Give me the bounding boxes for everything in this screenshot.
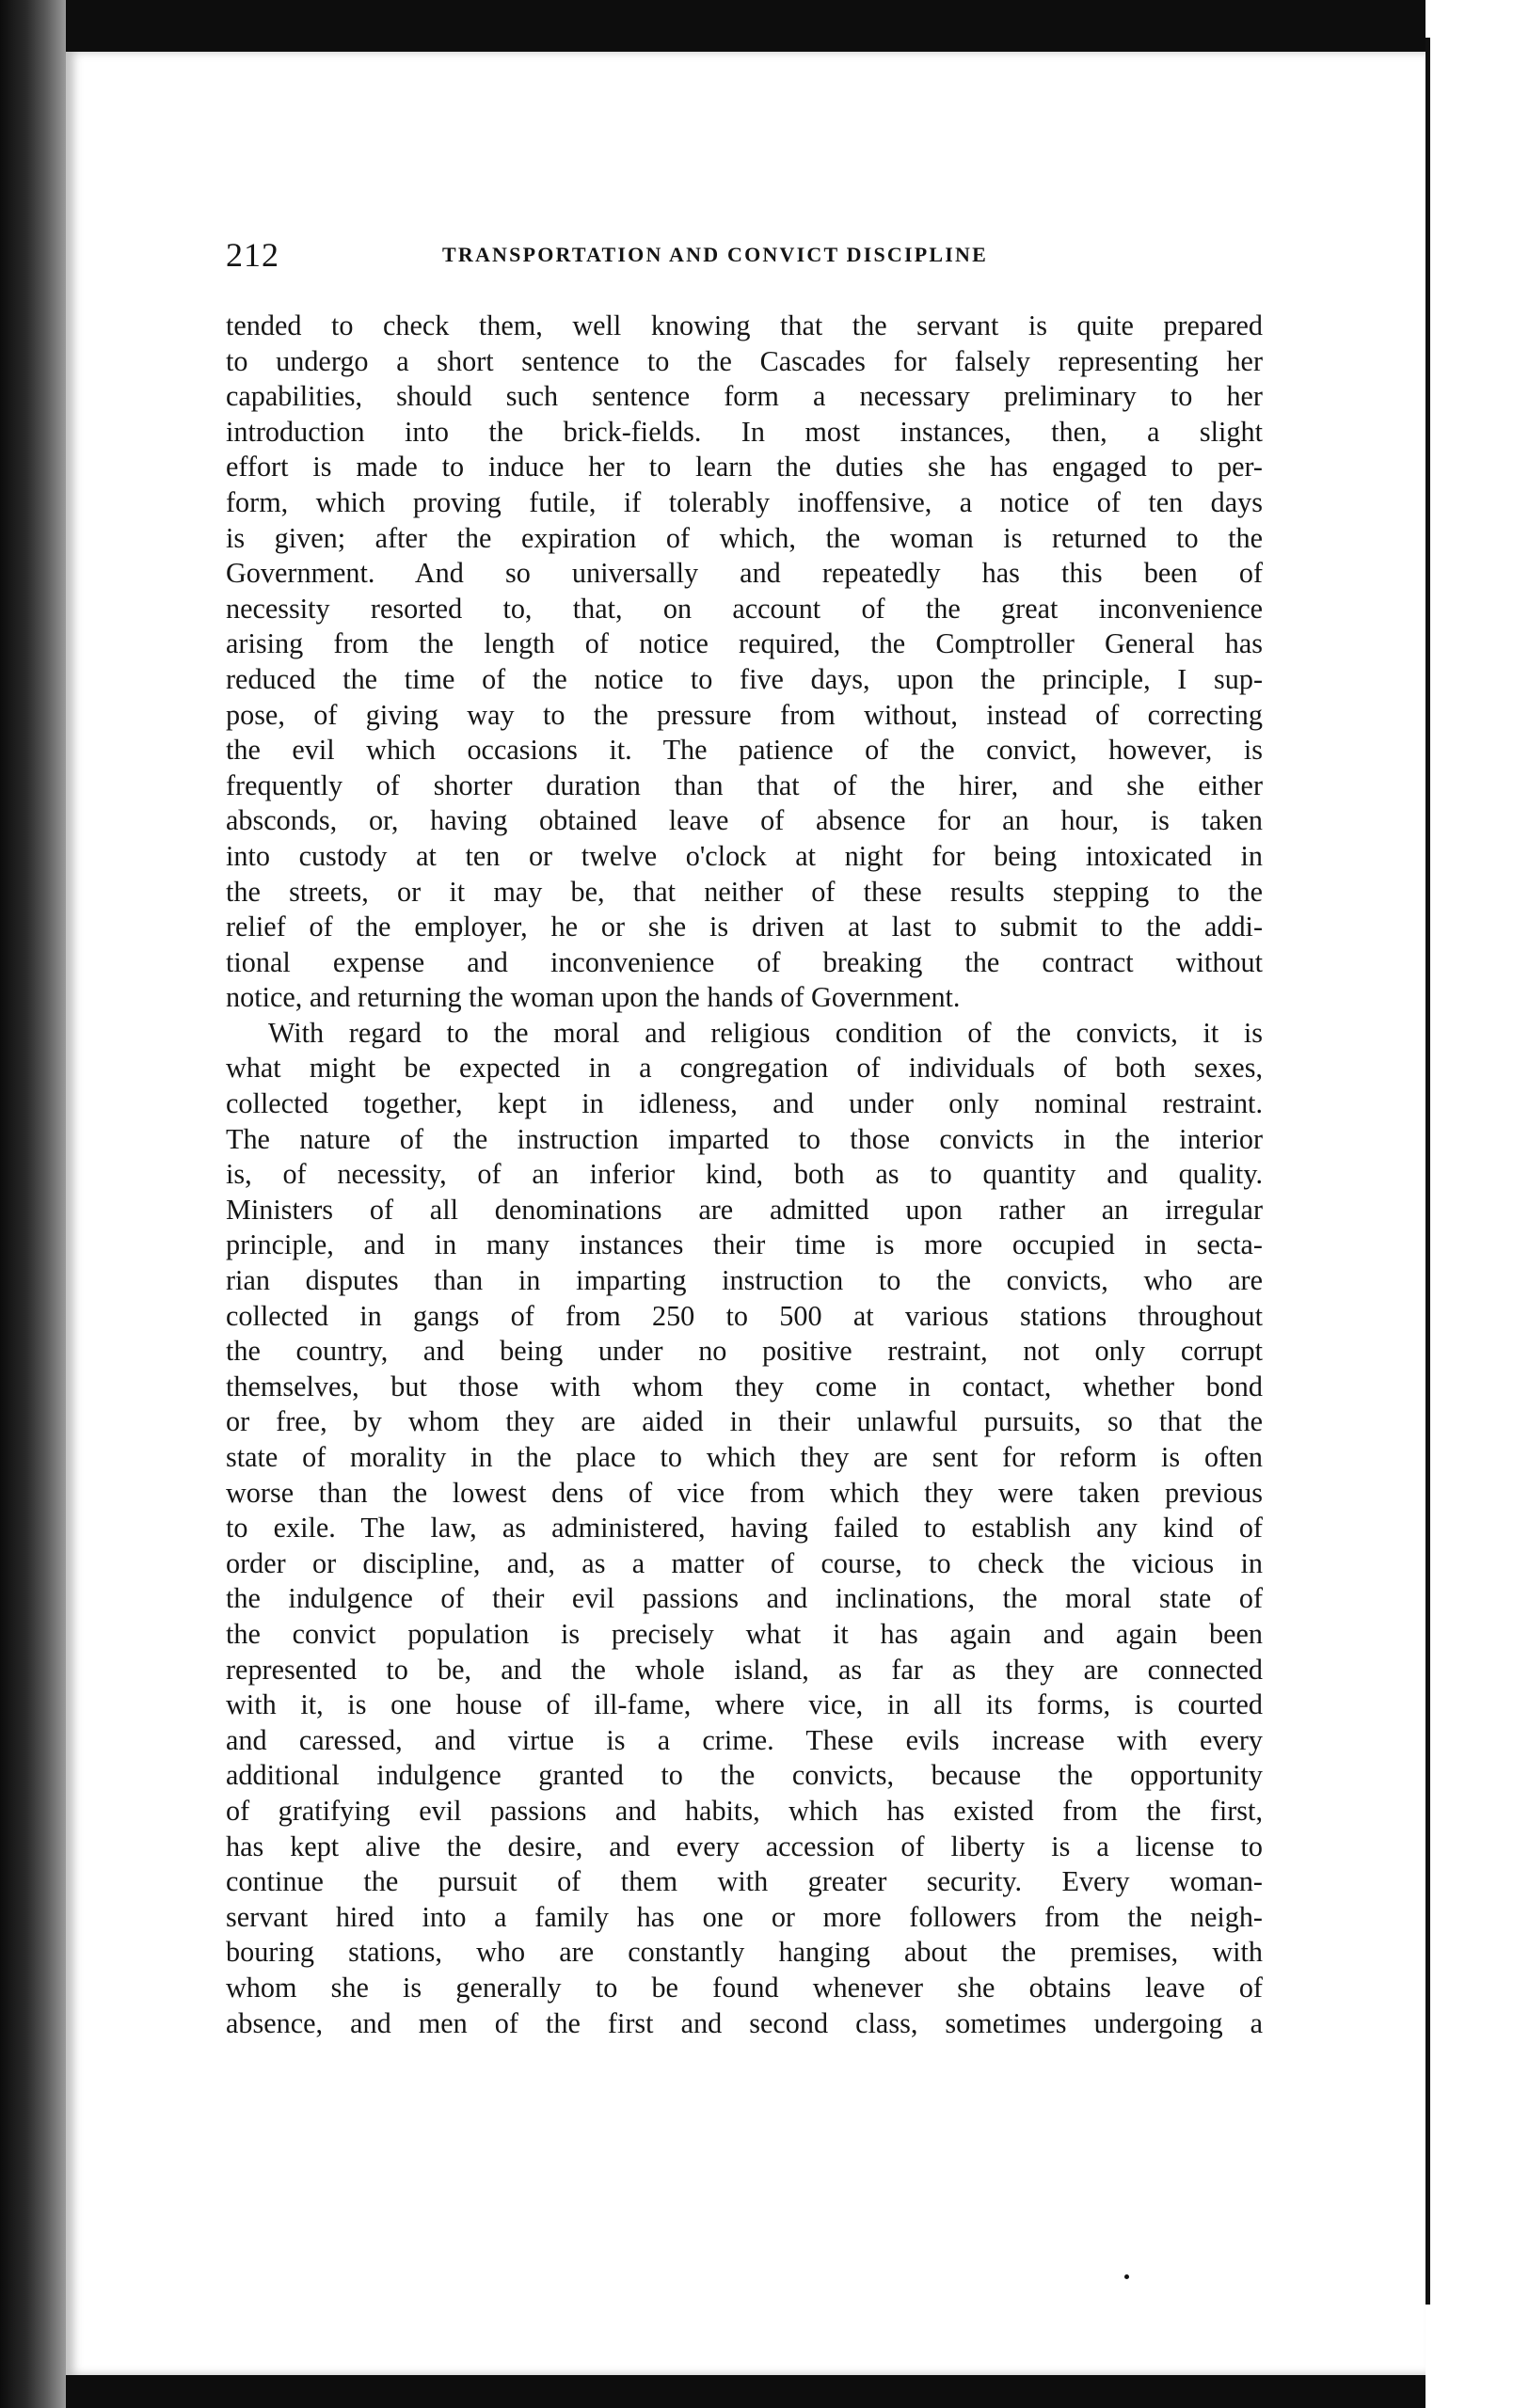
- text-line: tended to check them, well knowing that the servant is quite prepared: [226, 309, 1263, 341]
- text-line: with it, is one house of ill-fame, where vice, in all its forms, is courted: [226, 1688, 1263, 1721]
- text-line: or free, by whom they are aided in their unlawful pursuits, so that the: [226, 1405, 1263, 1438]
- text-line: bouring stations, who are constantly hanging about the premises, with: [226, 1936, 1263, 1969]
- text-line: Government. And so universally and repeatedly has this been of: [226, 557, 1263, 590]
- scan-top-border: [66, 0, 1425, 52]
- text-line: servant hired into a family has one or more followers from the neigh-: [226, 1900, 1263, 1933]
- text-line: whom she is generally to be found whenever she obtains leave of: [226, 1971, 1263, 2004]
- text-line: order or discipline, and, as a matter of course, to check the vicious in: [226, 1546, 1263, 1579]
- text-line: into custody at ten or twelve o'clock at night for being intoxicated in: [226, 839, 1263, 872]
- text-line: principle, and in many instances their time is more occupied in secta-: [226, 1228, 1263, 1261]
- text-line: introduction into the brick-fields. In most instances, then, a slight: [226, 415, 1263, 448]
- text-line: The nature of the instruction imparted to those convicts in the interior: [226, 1122, 1263, 1155]
- text-line: absence, and men of the first and second class, sometimes undergoing a: [226, 2006, 1263, 2039]
- book-spine-shadow: [0, 0, 66, 2408]
- text-line: represented to be, and the whole island, as far as they are connected: [226, 1653, 1263, 1686]
- text-line: worse than the lowest dens of vice from which they were taken previous: [226, 1476, 1263, 1509]
- text-line: what might be expected in a congregation of individuals of both sexes,: [226, 1052, 1263, 1085]
- text-line: the streets, or it may be, that neither of these results stepping to the: [226, 875, 1263, 908]
- text-line: tional expense and inconvenience of breaking the contract without: [226, 945, 1263, 978]
- text-line: reduced the time of the notice to five days, upon the principle, I sup-: [226, 662, 1263, 695]
- text-line: effort is made to induce her to learn the duties she has engaged to per-: [226, 451, 1263, 483]
- text-line: form, which proving futile, if tolerably inoffensive, a notice of ten days: [226, 485, 1263, 518]
- text-line: collected together, kept in idleness, and under only nominal restraint.: [226, 1087, 1263, 1120]
- text-line: is given; after the expiration of which, the woman is returned to the: [226, 521, 1263, 554]
- text-line: themselves, but those with whom they come in contact, whether bond: [226, 1370, 1263, 1402]
- text-line: the country, and being under no positive restraint, not only corrupt: [226, 1335, 1263, 1368]
- text-line: relief of the employer, he or she is driven at last to submit to the addi-: [226, 911, 1263, 943]
- text-line: continue the pursuit of them with greater security. Every woman-: [226, 1865, 1263, 1898]
- text-line: to exile. The law, as administered, having failed to establish any kind of: [226, 1512, 1263, 1545]
- text-line: state of morality in the place to which they are sent for reform is often: [226, 1441, 1263, 1473]
- text-line: has kept alive the desire, and every accession of liberty is a license to: [226, 1830, 1263, 1862]
- paragraph-2: [226, 1016, 1263, 2041]
- scan-speck: [1124, 2274, 1129, 2279]
- text-line: the indulgence of their evil passions and inclinations, the moral state of: [226, 1582, 1263, 1615]
- page-number: 212: [226, 236, 279, 274]
- page-right-edge: [1425, 0, 1513, 2408]
- text-line: notice, and returning the woman upon the hands of Government.: [226, 981, 961, 1014]
- text-line: pose, of giving way to the pressure from without, instead of correcting: [226, 698, 1263, 731]
- text-line: the evil which occasions it. The patience of the convict, however, is: [226, 734, 1263, 767]
- text-line: of gratifying evil passions and habits, which has existed from the first,: [226, 1794, 1263, 1827]
- body-text: [226, 309, 1263, 2041]
- running-head-title: TRANSPORTATION AND CONVICT DISCIPLINE: [442, 243, 988, 266]
- text-line: capabilities, should such sentence form a necessary preliminary to her: [226, 380, 1263, 413]
- text-line: and caressed, and virtue is a crime. These evils increase with every: [226, 1723, 1263, 1756]
- text-line: absconds, or, having obtained leave of absence for an hour, is taken: [226, 804, 1263, 837]
- text-line: With regard to the moral and religious condition of the convicts, it is: [268, 1016, 1263, 1049]
- text-line: arising from the length of notice required, the Comptroller General has: [226, 627, 1263, 660]
- scan-bottom-border: [66, 2375, 1425, 2408]
- running-head: [226, 235, 1261, 273]
- text-line: rian disputes than in imparting instruction to the convicts, who are: [226, 1264, 1263, 1297]
- text-line: necessity resorted to, that, on account of the great inconvenience: [226, 592, 1263, 625]
- paragraph-1: [226, 309, 1263, 1016]
- text-line: frequently of shorter duration than that of the hirer, and she either: [226, 768, 1263, 801]
- text-line: Ministers of all denominations are admitted upon rather an irregular: [226, 1193, 1263, 1226]
- text-line: the convict population is precisely what it has again and again been: [226, 1617, 1263, 1650]
- text-line: additional indulgence granted to the convicts, because the opportunity: [226, 1759, 1263, 1792]
- text-line: collected in gangs of from 250 to 500 at various stations throughout: [226, 1299, 1263, 1332]
- text-line: to undergo a short sentence to the Cascades for falsely representing her: [226, 344, 1263, 377]
- text-line: is, of necessity, of an inferior kind, both as to quantity and quality.: [226, 1158, 1263, 1191]
